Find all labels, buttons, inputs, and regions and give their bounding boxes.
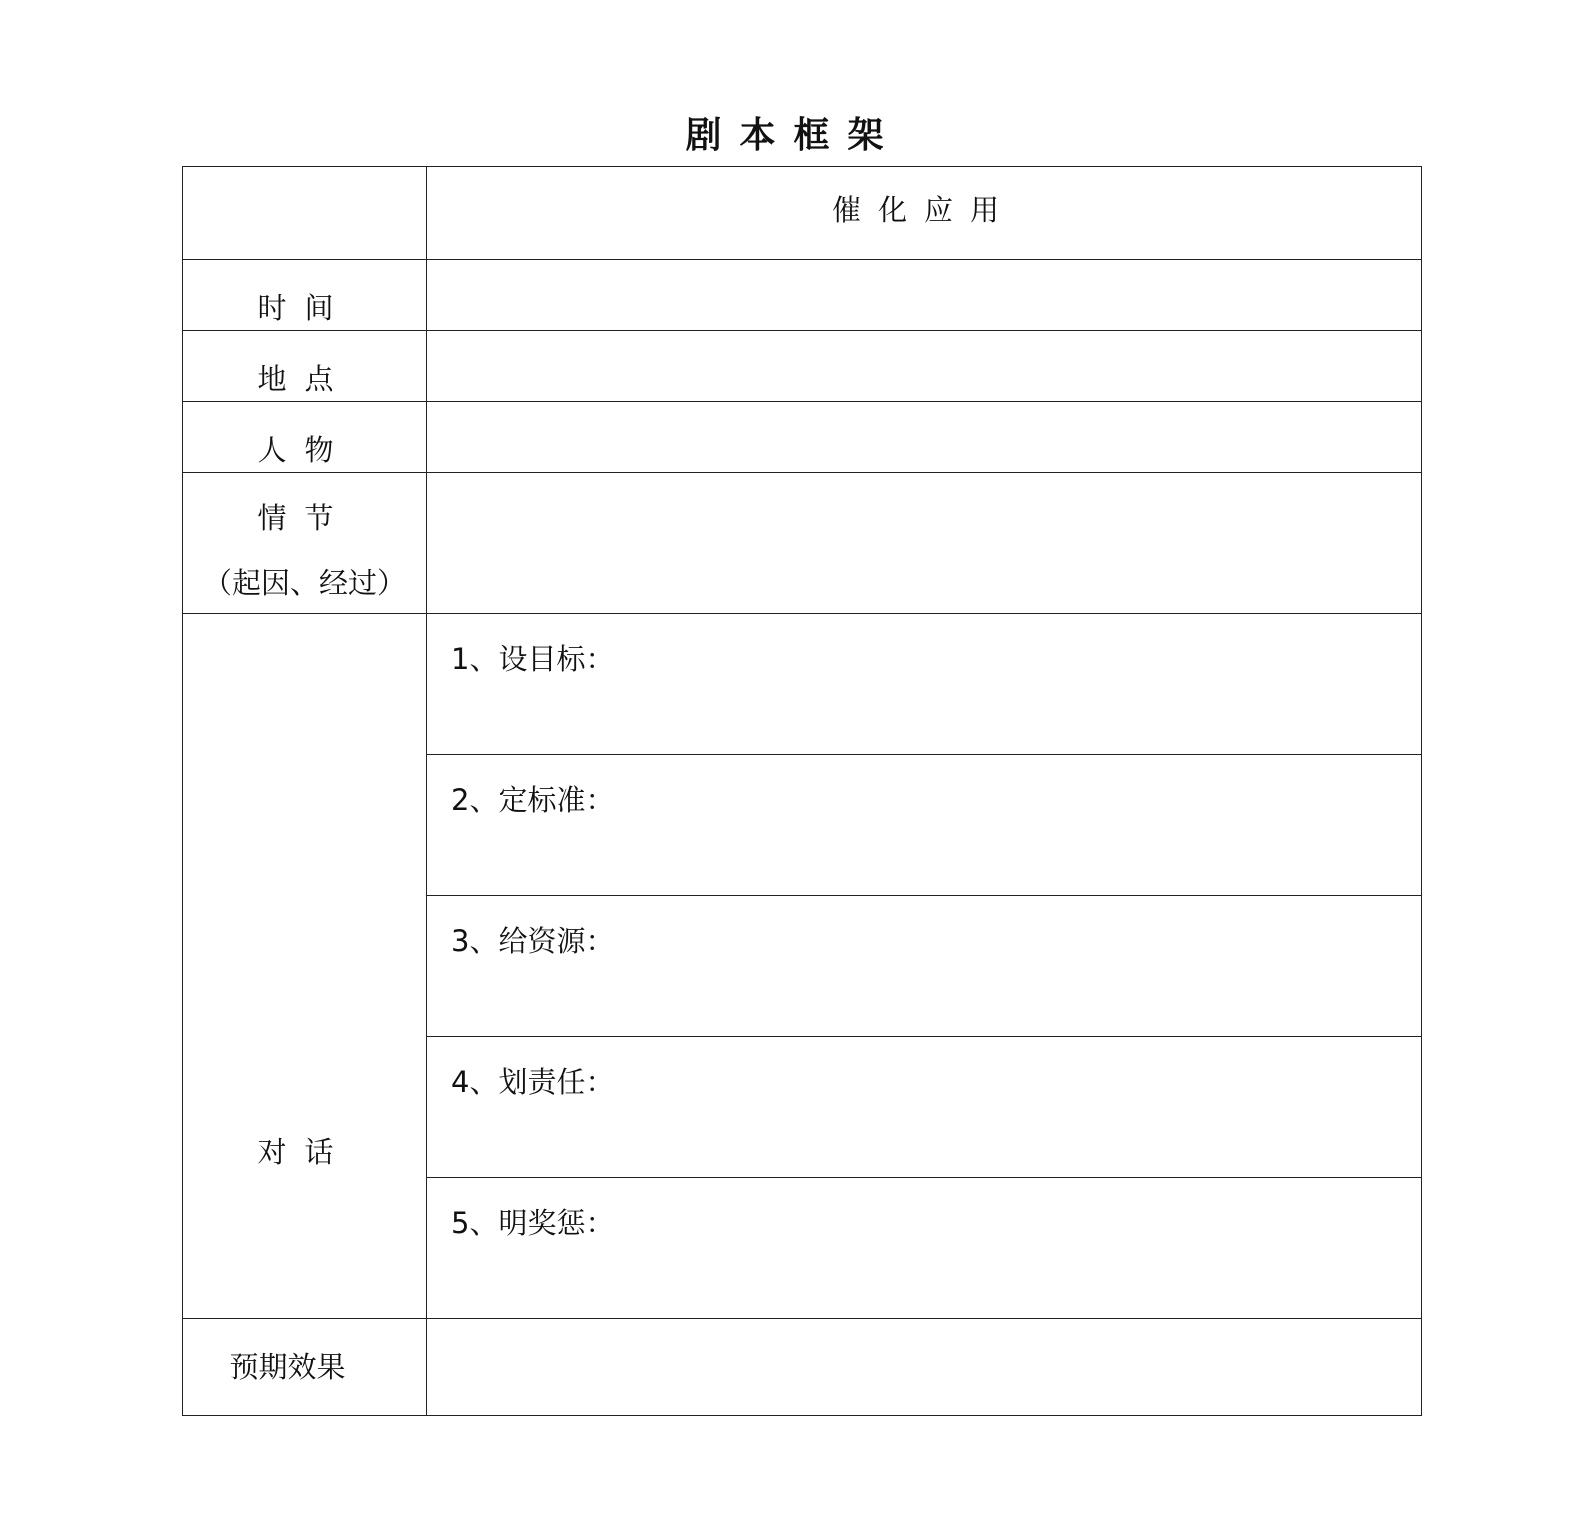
time-value-cell[interactable] (427, 260, 1422, 331)
characters-value-cell[interactable] (427, 402, 1422, 473)
step-clarify-rewards-penalties: 5、明奖惩： (451, 1206, 615, 1240)
dialogue-label: 对话 (257, 1135, 352, 1170)
catalysis-application-heading: 催化应用 (831, 193, 1016, 227)
dialogue-step-cell[interactable] (427, 1178, 1422, 1319)
expected-effect-value-cell[interactable] (427, 1319, 1422, 1416)
header-row (183, 167, 1422, 260)
expected-effect-label-cell (183, 1319, 427, 1416)
place-label-cell (183, 331, 427, 402)
dialogue-step-cell[interactable] (427, 1037, 1422, 1178)
place-value-cell[interactable] (427, 331, 1422, 402)
plot-value-cell[interactable] (427, 473, 1422, 614)
step-assign-responsibility: 4、划责任： (451, 1065, 615, 1099)
plot-label-cell (183, 473, 427, 614)
time-label: 时间 (257, 290, 352, 325)
page-title: 剧本框架 (685, 114, 902, 156)
step-set-standard: 2、定标准： (451, 783, 615, 817)
plot-sublabel: （起因、经过） (202, 565, 406, 600)
dialogue-step-cell[interactable] (427, 614, 1422, 755)
script-framework-table (182, 166, 1422, 1416)
dialogue-label-cell (183, 614, 427, 1319)
dialogue-step-cell[interactable] (427, 896, 1422, 1037)
plot-row (183, 473, 1422, 614)
expected-effect-row (183, 1319, 1422, 1416)
step-set-goal: 1、设目标： (451, 642, 615, 676)
time-label-cell (183, 260, 427, 331)
step-give-resources: 3、给资源： (451, 924, 615, 958)
header-cell (427, 167, 1422, 260)
place-row (183, 331, 1422, 402)
dialogue-step-row-1 (183, 614, 1422, 755)
place-label: 地点 (257, 361, 352, 396)
characters-row (183, 402, 1422, 473)
expected-effect-label: 预期效果 (229, 1349, 346, 1384)
plot-label: 情节 (257, 501, 352, 535)
dialogue-step-cell[interactable] (427, 755, 1422, 896)
characters-label-cell (183, 402, 427, 473)
header-blank-cell (183, 167, 427, 260)
characters-label: 人物 (257, 432, 352, 467)
time-row (183, 260, 1422, 331)
